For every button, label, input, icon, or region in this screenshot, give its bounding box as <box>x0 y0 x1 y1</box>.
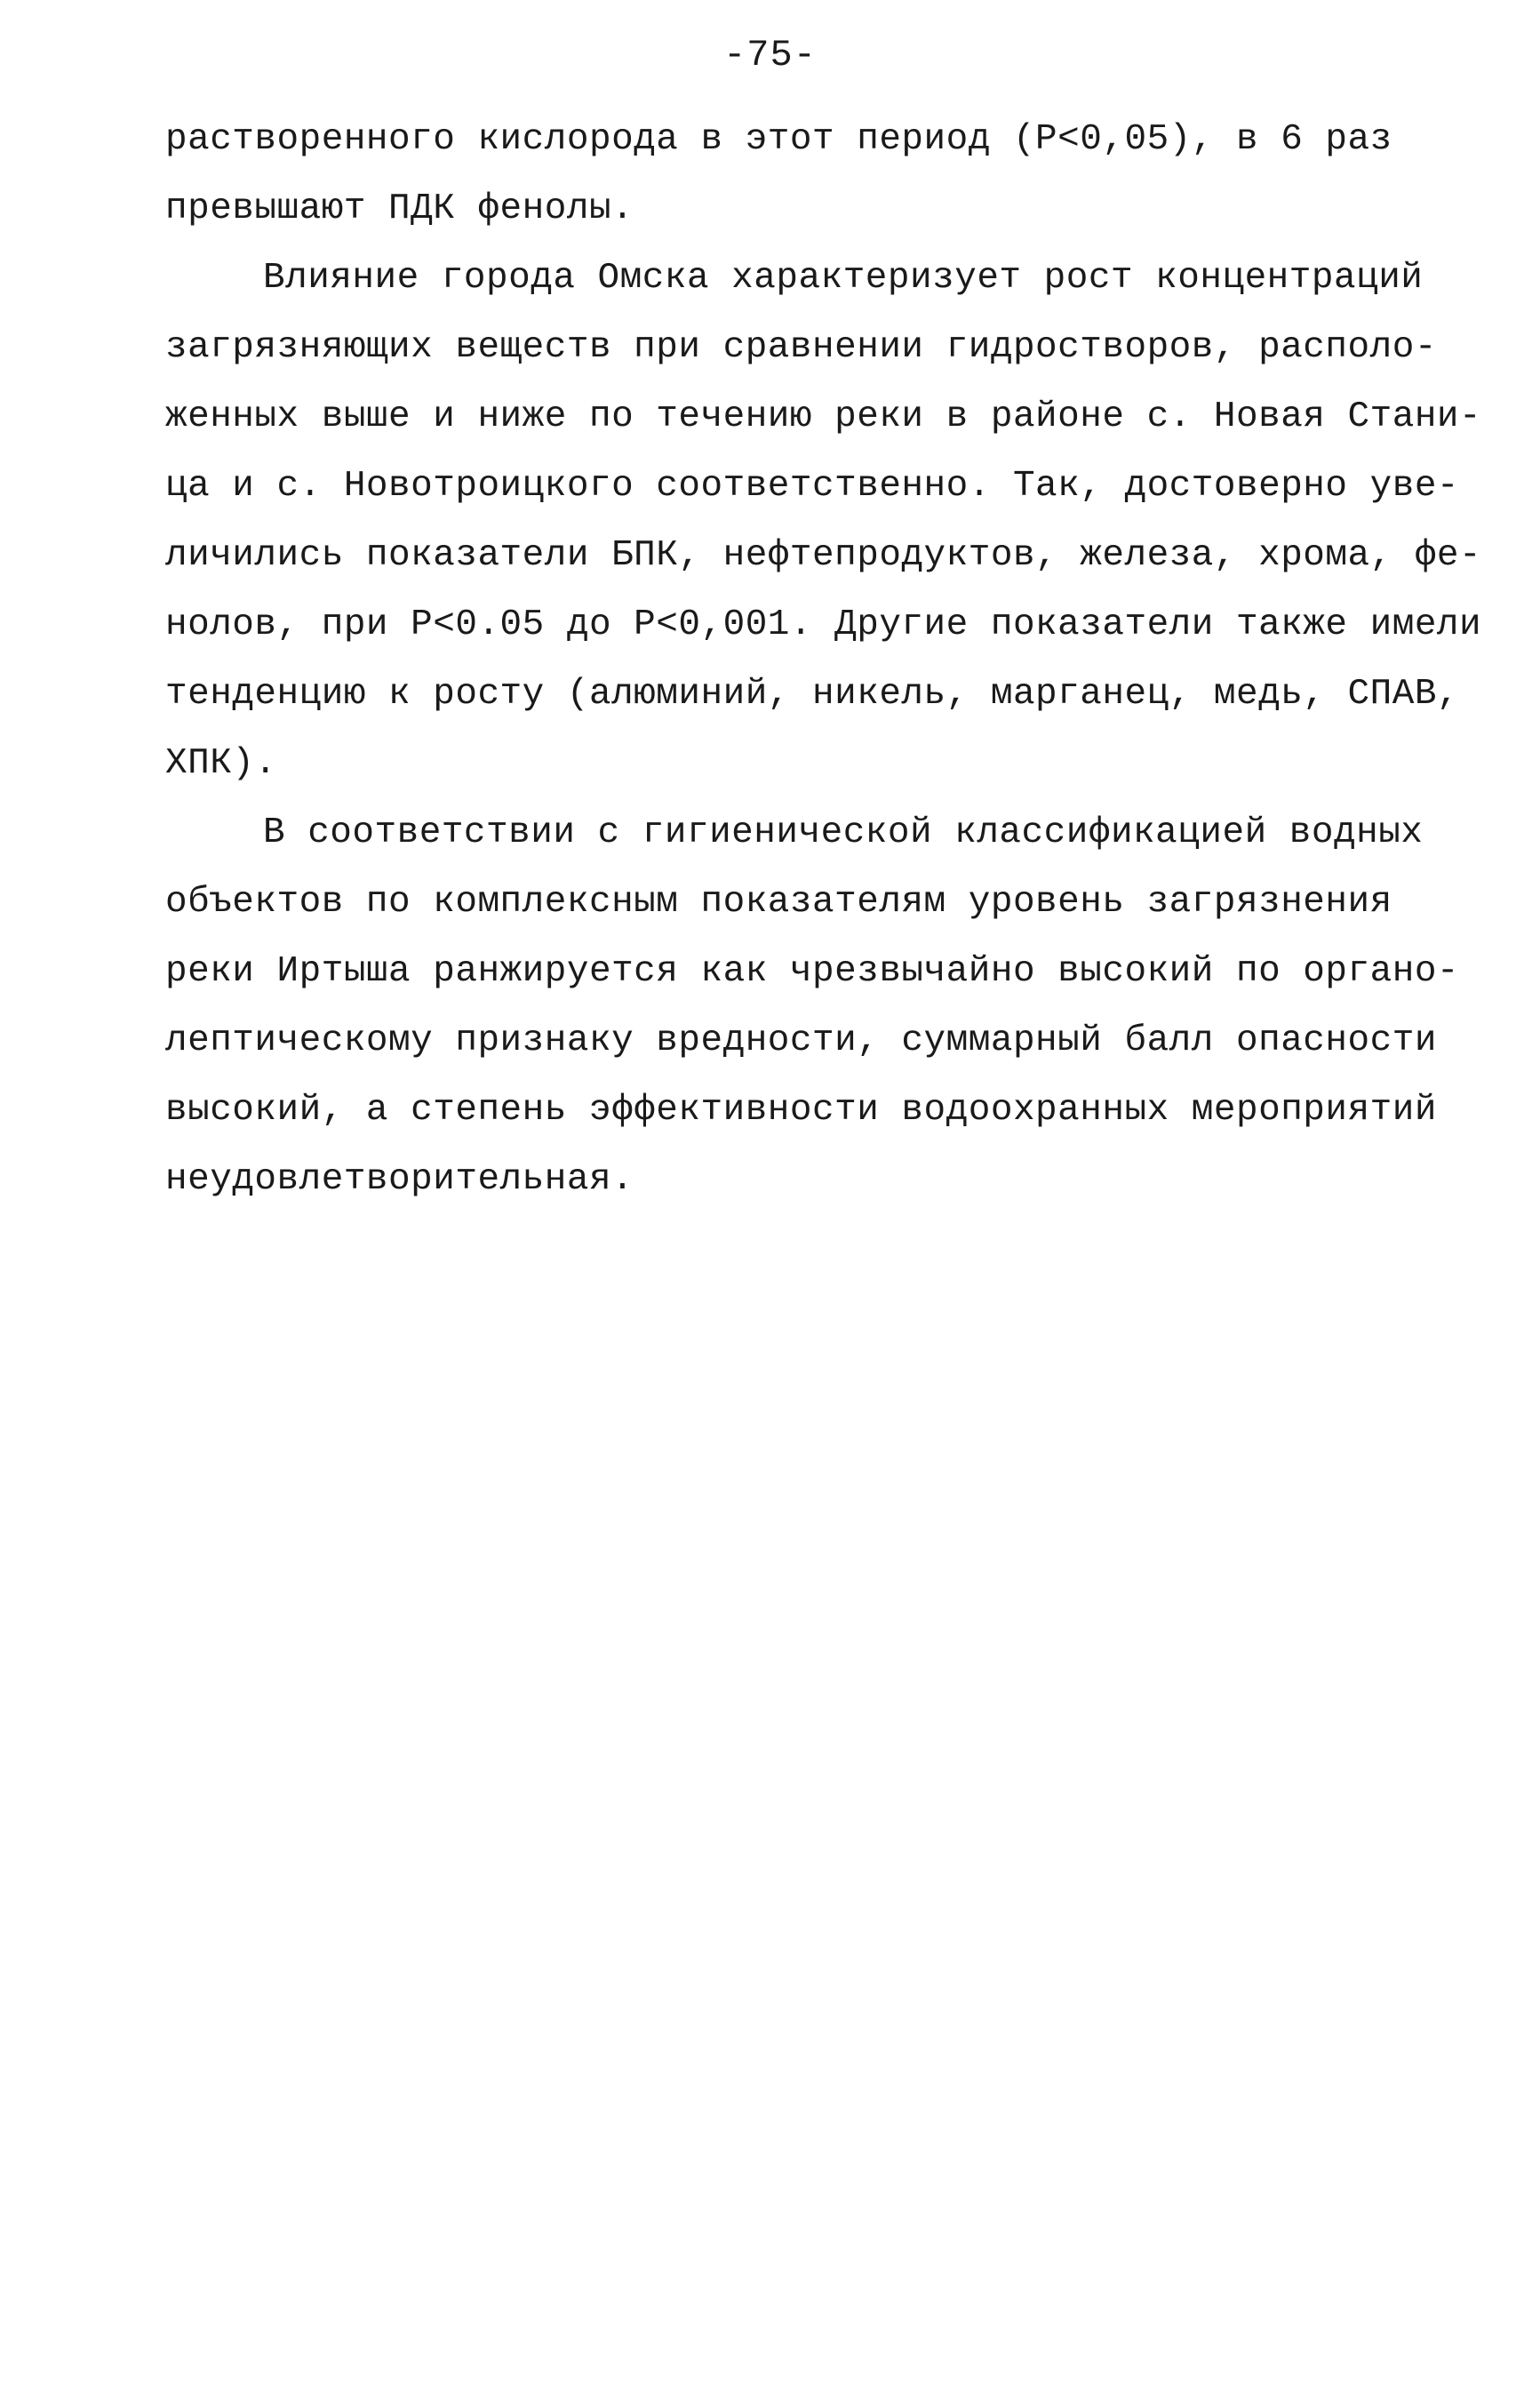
text-line: лептическому признаку вредности, суммарный балл опасности <box>165 1020 1437 1061</box>
text-line: ХПК). <box>165 743 277 784</box>
text-line: реки Иртыша ранжируется как чрезвычайно высокий по органо- <box>165 951 1460 992</box>
text-line: растворенного кислорода в этот период (Р<0,05), в 6 раз <box>165 119 1392 160</box>
text-line: тенденцию к росту (алюминий, никель, марганец, медь, СПАВ, <box>165 674 1460 715</box>
text-line: нолов, при Р<0.05 до Р<0,001. Другие показатели также имели <box>165 604 1482 645</box>
text-line: В соответствии с гигиенической классификацией водных <box>263 812 1424 853</box>
text-line: женных выше и ниже по течению реки в районе с. Новая Стани- <box>165 396 1482 437</box>
text-line: ца и с. Новотроицкого соответственно. Так, достоверно уве- <box>165 466 1460 507</box>
text-line: высокий, а степень эффективности водоохранных мероприятий <box>165 1090 1437 1131</box>
text-line: превышают ПДК фенолы. <box>165 188 634 229</box>
text-line: загрязняющих веществ при сравнении гидростворов, располо- <box>165 327 1437 368</box>
page-number: -75- <box>723 34 817 76</box>
text-line: личились показатели БПК, нефтепродуктов, железа, хрома, фе- <box>165 535 1482 576</box>
text-line: Влияние города Омска характеризует рост концентраций <box>263 258 1424 299</box>
text-line: неудовлетворительная. <box>165 1159 634 1200</box>
text-line: объектов по комплексным показателям уровень загрязнения <box>165 882 1392 923</box>
